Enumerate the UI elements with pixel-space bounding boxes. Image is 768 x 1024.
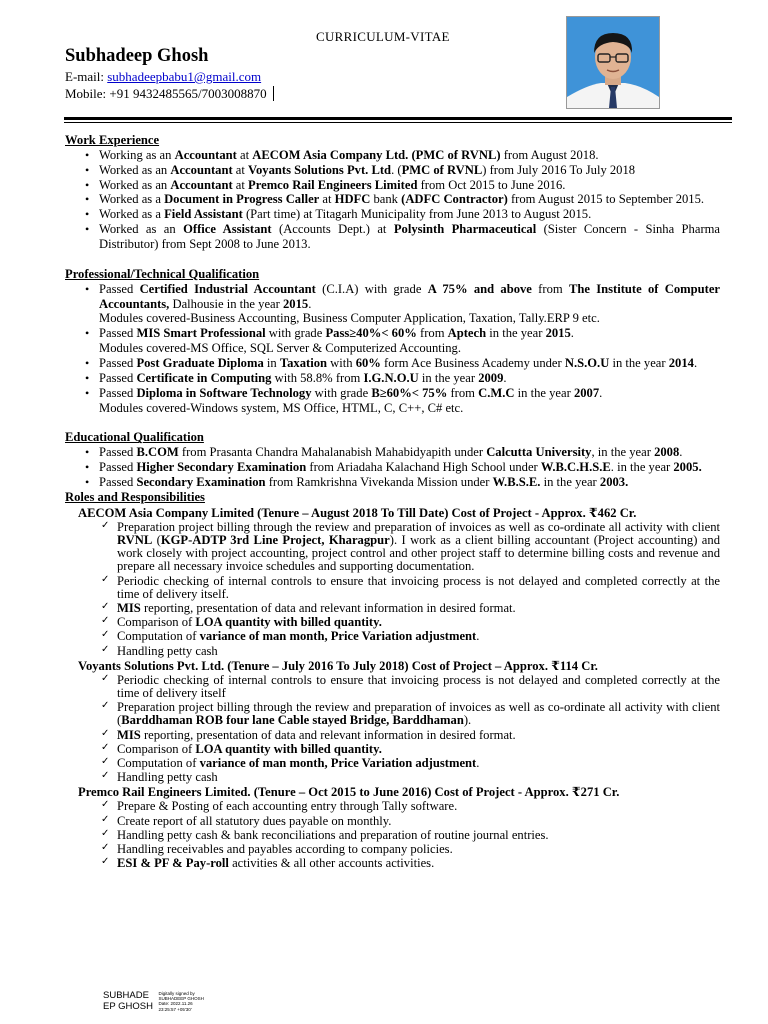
- email-label: E-mail:: [65, 69, 104, 84]
- responsibility-item: [65, 771, 720, 784]
- education-item: [65, 460, 720, 475]
- text: Preparation project billing through the review and preparation of invoices as well as co-ordinate all activity with client (: [117, 700, 720, 728]
- responsibility-item: [65, 521, 720, 574]
- header-divider-thick: [64, 117, 732, 120]
- text: Handling petty cash: [117, 643, 218, 658]
- text: Passed: [99, 445, 137, 460]
- text: Passed: [99, 385, 137, 400]
- text: from Ariadaha Kalachand High School under: [306, 460, 541, 475]
- roles-block: [65, 506, 720, 871]
- text: .: [503, 370, 507, 385]
- signature-detail-3: Date: 2022.11.26: [158, 1001, 193, 1007]
- text-cursor: [273, 86, 274, 101]
- text: .: [476, 755, 480, 770]
- text: . (: [391, 162, 402, 177]
- text: at: [232, 162, 249, 177]
- bold-text: variance of man month, Price Variation adjustment: [199, 755, 477, 770]
- profile-photo: [566, 16, 660, 109]
- bold-text: A 75% and above: [427, 281, 532, 296]
- responsibility-item: [65, 729, 720, 742]
- bold-text: 2015: [283, 296, 309, 311]
- bold-text: KGP-ADTP 3rd Line Project, Kharagpur: [160, 532, 390, 547]
- text: .: [679, 445, 683, 460]
- educational-qualification-heading: Educational Qualification: [65, 430, 204, 445]
- educational-qualification-list: [65, 445, 720, 490]
- bold-text: Certificate in Computing: [136, 370, 272, 385]
- text: ) from July 2016 To July 2018: [482, 162, 636, 177]
- text: (: [152, 532, 161, 547]
- work-experience-list: [65, 148, 720, 252]
- text: from: [416, 326, 448, 341]
- role-company-heading: AECOM Asia Company Limited (Tenure – August 2018 To Till Date) Cost of Project - Approx. ₹462 Cr.: [78, 505, 637, 520]
- bold-text: Pass≥40%< 60%: [325, 326, 417, 341]
- bold-text: 2008: [654, 445, 680, 460]
- bold-text: 2015: [545, 326, 571, 341]
- bold-text: Accountant: [170, 177, 233, 192]
- role-company-heading: Premco Rail Engineers Limited. (Tenure – Oct 2015 to June 2016) Cost of Project - Approx. ₹271 Cr.: [78, 785, 620, 800]
- text: at: [319, 192, 335, 207]
- text: Worked as an: [99, 222, 184, 237]
- email-link[interactable]: subhadeepbabu1@gmail.com: [107, 69, 262, 84]
- text: Passed: [99, 475, 137, 490]
- text: form Ace Business Academy under: [380, 356, 565, 371]
- bold-text: 2003.: [599, 475, 629, 490]
- bold-text: RVNL: [117, 532, 153, 547]
- contact-block: [65, 69, 274, 103]
- text: Handling receivables and payables according to company policies.: [117, 841, 453, 856]
- signature-line-1: SUBHADE: [103, 990, 149, 1001]
- text: reporting, presentation of data and relevant information in desired format.: [140, 600, 516, 615]
- bold-text: 60%: [355, 356, 381, 371]
- bold-text: MIS Smart Professional: [136, 326, 266, 341]
- bold-text: N.S.O.U: [564, 356, 610, 371]
- education-item: [65, 475, 720, 490]
- work-experience-heading: Work Experience: [65, 133, 160, 147]
- bold-text: LOA quantity with billed quantity.: [195, 741, 382, 756]
- text: from Ramkrishna Vivekanda Mission under: [265, 475, 493, 490]
- responsibility-item: [65, 843, 720, 856]
- responsibility-list: [65, 800, 720, 870]
- bold-text: AECOM Asia Company Ltd. (PMC of RVNL): [252, 147, 501, 162]
- bold-text: Certified Industrial Accountant: [139, 281, 316, 296]
- text: from: [447, 385, 479, 400]
- text: Prepare & Posting of each accounting entry through Tally software.: [117, 799, 458, 814]
- cv-title: CURRICULUM-VITAE: [316, 29, 450, 44]
- qualification-item: [65, 326, 720, 341]
- responsibility-item: [65, 857, 720, 870]
- work-experience-item: [65, 178, 720, 193]
- text: with grade: [265, 326, 326, 341]
- bold-text: PMC of RVNL: [401, 162, 483, 177]
- text: Handling petty cash & bank reconciliations and preparation of routine journal entries.: [117, 827, 549, 842]
- text: .: [599, 385, 603, 400]
- bold-text: HDFC: [334, 192, 371, 207]
- responsibility-list: [65, 674, 720, 785]
- text: Worked as an: [99, 162, 171, 177]
- responsibility-item: [65, 630, 720, 643]
- bold-text: MIS: [117, 600, 141, 615]
- text: .: [476, 629, 480, 644]
- text: (C.I.A) with grade: [315, 281, 428, 296]
- text: in: [263, 356, 280, 371]
- bold-text: Taxation: [279, 356, 328, 371]
- responsibility-item: [65, 616, 720, 629]
- bold-text: Post Graduate Diploma: [136, 356, 264, 371]
- bold-text: 2014: [668, 356, 694, 371]
- bold-text: Accountant: [170, 162, 233, 177]
- bold-text: Barddhaman ROB four lane Cable stayed Bridge, Barddhaman: [121, 713, 464, 728]
- text: Passed: [99, 281, 140, 296]
- bold-text: MIS: [117, 727, 141, 742]
- responsibility-item: [65, 645, 720, 658]
- text: (Part time) at Titagarh Municipality from June 2013 to August 2015.: [242, 207, 592, 222]
- portrait-image: [567, 17, 659, 108]
- qualification-item: [65, 386, 720, 401]
- text: Create report of all statutory dues payable on monthly.: [117, 813, 392, 828]
- text: (Accounts Dept.) at: [271, 222, 394, 237]
- candidate-name: Subhadeep Ghosh: [65, 46, 209, 66]
- text: from Prasanta Chandra Mahalanabish Mahabidyapith under: [178, 445, 487, 460]
- signature-detail-2: SUBHADEEP GHOSH: [158, 996, 204, 1002]
- bold-text: (ADFC Contractor): [401, 192, 508, 207]
- mobile-number: Mobile: +91 9432485565/7003008870: [65, 85, 267, 101]
- responsibility-item: [65, 815, 720, 828]
- modules-covered-note: Modules covered-Windows system, MS Office, HTML, C, C++, C# etc.: [99, 400, 464, 415]
- bold-text: variance of man month, Price Variation adjustment: [199, 629, 477, 644]
- bold-text: 2007: [573, 385, 600, 400]
- text: from August 2015 to September 2015.: [507, 192, 705, 207]
- work-experience-item: [65, 163, 720, 178]
- responsibility-item: [65, 829, 720, 842]
- qualification-item: [65, 371, 720, 386]
- modules-covered-note: Modules covered-Business Accounting, Business Computer Application, Taxation, Tally.ERP 9 etc.: [99, 311, 600, 326]
- text: with: [327, 356, 356, 371]
- professional-qualification-heading: Professional/Technical Qualification: [65, 266, 260, 281]
- bold-text: Polysinth Pharmaceutical: [393, 222, 537, 237]
- text: Periodic checking of internal controls to ensure that invoicing process is not delayed and completed correctly at the time of delivery itself: [117, 672, 720, 700]
- responsibility-item: [65, 800, 720, 813]
- signature-line-2: EP GHOSH: [103, 1001, 153, 1013]
- modules-covered-note: Modules covered-MS Office, SQL Server & Computerized Accounting.: [99, 341, 461, 356]
- text: in the year: [418, 370, 479, 385]
- text: from Oct 2015 to June 2016.: [417, 177, 566, 192]
- bold-text: Diploma in Software Technology: [136, 385, 312, 400]
- text: in the year: [486, 326, 546, 341]
- header-divider-thin: [64, 122, 732, 123]
- text: Working as an: [99, 147, 175, 162]
- text: Computation of: [117, 755, 200, 770]
- bold-text: C.M.C: [478, 385, 515, 400]
- bold-text: Accountant: [174, 147, 237, 162]
- text: in the year: [514, 385, 574, 400]
- work-experience-item: [65, 207, 720, 222]
- bold-text: W.B.C.H.S.E: [540, 460, 611, 475]
- responsibility-item: [65, 575, 720, 601]
- signature-details: [158, 991, 203, 1012]
- text: at: [236, 147, 253, 162]
- text: Comparison of: [117, 615, 196, 630]
- bold-text: I.G.N.O.U: [363, 370, 419, 385]
- text: with grade: [311, 385, 372, 400]
- responsibility-item: [65, 602, 720, 615]
- text: ).: [463, 713, 472, 728]
- bold-text: Aptech: [447, 326, 487, 341]
- responsibility-item: [65, 701, 720, 727]
- text: from: [531, 281, 569, 296]
- signature-detail-1: Digitally signed by: [158, 991, 195, 996]
- signature-detail-4: 23:25:57 +05'30': [158, 1006, 192, 1012]
- section-gap: [65, 252, 720, 267]
- bold-text: Calcutta University: [486, 445, 592, 460]
- bold-text: Office Assistant: [183, 222, 272, 237]
- text: reporting, presentation of data and relevant information in desired format.: [140, 727, 516, 742]
- responsibility-item: [65, 674, 720, 700]
- digital-signature: [103, 990, 204, 1013]
- roles-heading: Roles and Responsibilities: [65, 489, 205, 504]
- responsibility-item: [65, 743, 720, 756]
- text: Passed: [99, 356, 137, 371]
- text: with 58.8% from: [271, 370, 364, 385]
- text: Worked as a: [99, 192, 165, 207]
- text: bank: [370, 192, 402, 207]
- bold-text: Voyants Solutions Pvt. Ltd: [248, 162, 392, 177]
- email-line: [65, 69, 274, 86]
- text: .: [308, 296, 312, 311]
- text: from August 2018.: [500, 147, 599, 162]
- text: at: [232, 177, 249, 192]
- text: Worked as a: [99, 207, 165, 222]
- cv-body: [65, 133, 720, 871]
- text: Passed: [99, 370, 137, 385]
- text: Periodic checking of internal controls to ensure that invoicing process is not delayed and completed correctly at the time of delivery itself.: [117, 573, 720, 601]
- text: . in the year: [610, 460, 674, 475]
- signature-name: [103, 990, 153, 1013]
- text: in the year: [540, 475, 600, 490]
- text: ). I work as a client billing accountant (Project accounting) and work closely with project accounting, project control and other project staff to determine billing costs and revenue and prepare all necessary invoice schedules and supporting documentation.: [117, 532, 720, 574]
- bold-text: Secondary Examination: [136, 475, 266, 490]
- text: Passed: [99, 326, 137, 341]
- education-item: [65, 445, 720, 460]
- text: .: [693, 356, 698, 371]
- bold-text: 2005.: [673, 460, 702, 475]
- bold-text: The Institute of Computer Accountants,: [99, 281, 721, 311]
- qualification-item: [65, 356, 720, 371]
- bold-text: ESI & PF & Pay-roll: [117, 856, 229, 871]
- bold-text: Document in Progress Caller: [164, 192, 320, 207]
- qualification-item: [65, 282, 720, 312]
- text: (Sister Concern - Sinha Pharma Distributor) from Sept 2008 to June 2013.: [99, 222, 721, 252]
- work-experience-item: [65, 148, 720, 163]
- text: Worked as an: [99, 177, 171, 192]
- bold-text: Field Assistant: [164, 207, 243, 222]
- work-experience-item: [65, 222, 720, 252]
- text: Computation of: [117, 629, 200, 644]
- responsibility-item: [65, 757, 720, 770]
- bold-text: Higher Secondary Examination: [136, 460, 307, 475]
- text: .: [570, 326, 574, 341]
- text: Dalhousie in the year: [169, 296, 283, 311]
- text: in the year: [609, 356, 669, 371]
- text: Passed: [99, 460, 137, 475]
- text: , in the year: [591, 445, 655, 460]
- text: Preparation project billing through the review and preparation of invoices as well as co-ordinate all activity with client: [117, 519, 720, 534]
- text: Comparison of: [117, 741, 196, 756]
- text: activities & all other accounts activities.: [228, 856, 435, 871]
- mobile-line: [65, 86, 274, 103]
- bold-text: W.B.S.E.: [492, 475, 541, 490]
- responsibility-list: [65, 521, 720, 658]
- bold-text: B.COM: [136, 445, 179, 460]
- bold-text: Premco Rail Engineers Limited: [248, 177, 418, 192]
- section-gap: [65, 415, 720, 430]
- bold-text: 2009: [478, 370, 504, 385]
- work-experience-item: [65, 192, 720, 207]
- bold-text: B≥60%< 75%: [371, 385, 448, 400]
- role-company-heading: Voyants Solutions Pvt. Ltd. (Tenure – July 2016 To July 2018) Cost of Project – Approx. ₹114 Cr.: [78, 658, 598, 673]
- professional-qualification-list: [65, 282, 720, 416]
- bold-text: LOA quantity with billed quantity.: [195, 615, 382, 630]
- text: Handling petty cash: [117, 770, 218, 785]
